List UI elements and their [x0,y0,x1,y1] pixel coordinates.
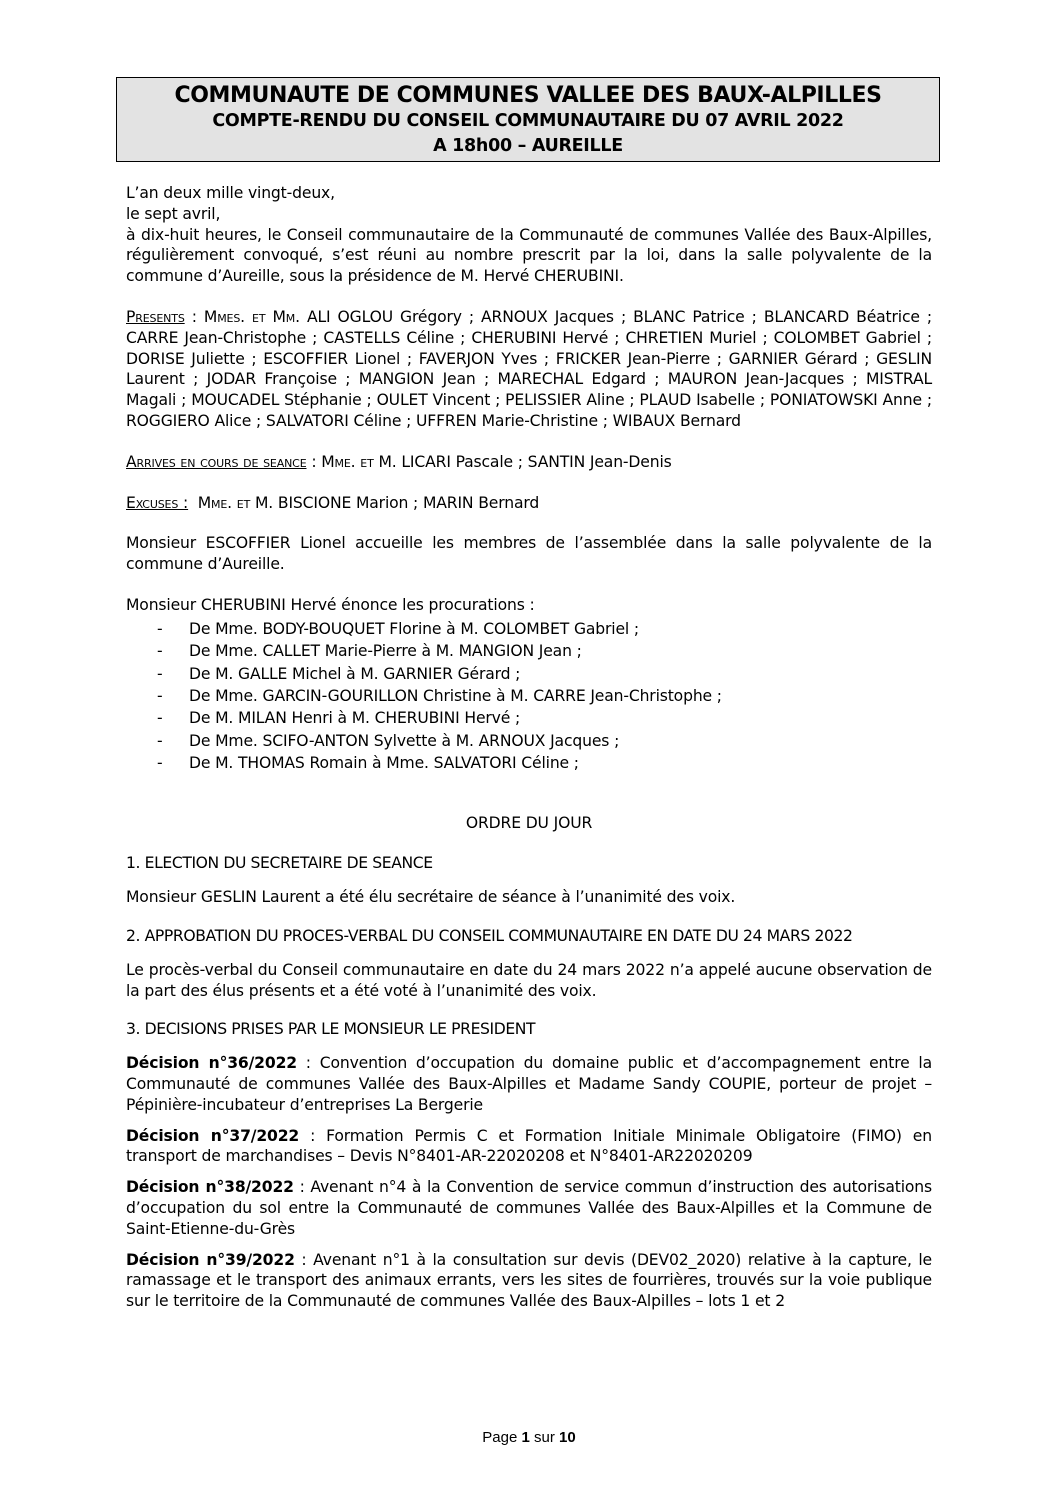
accueil-paragraph: Monsieur ESCOFFIER Lionel accueille les membres de l’assemblée dans la salle polyvalente de la commune d’Aureille. [126,534,932,574]
procuration-text: De Mme. CALLET Marie-Pierre à M. MANGION Jean ; [189,642,582,661]
procuration-text: De M. MILAN Henri à M. CHERUBINI Hervé ; [189,709,521,728]
arrives-label: Arrives en cours de seance [126,452,307,471]
procuration-text: De Mme. SCIFO-ANTON Sylvette à M. ARNOUX Jacques ; [189,731,620,750]
intro-year: L’an deux mille vingt-deux, [126,184,335,202]
document-title: COMMUNAUTE DE COMMUNES VALLEE DES BAUX-ALPILLES [174,83,882,108]
arrives-paragraph [126,452,932,473]
intro-day: le sept avril, [126,204,221,223]
bullet-dash: - [157,754,163,773]
section-2-heading: 2. APPROBATION DU PROCES-VERBAL DU CONSEIL COMMUNAUTAIRE EN DATE DU 24 MARS 2022 [126,926,853,945]
section-1-text: Monsieur GESLIN Laurent a été élu secrétaire de séance à l’unanimité des voix. [126,888,736,907]
list-item [126,685,932,707]
decision-label: Décision n°39/2022 [126,1250,295,1269]
decision-text: : Avenant n°1 à la consultation sur devis (DEV02_2020) relative à la capture, le ramassage et le transport des animaux errants, vers les sites de fourrières, trouvés sur la voie publique sur le territoire de la Communauté de communes Vallée des Baux-Alpilles – lots 1 et 2 [126,1250,932,1311]
decision-label: Décision n°36/2022 [126,1054,297,1073]
decision-text: : Avenant n°4 à la Convention de service commun d’instruction des autorisations d’occupation du sol entre la Communauté de communes Vallée des Baux-Alpilles et la Commune de Saint-Etienne-du-Grès [126,1178,932,1238]
bullet-dash: - [157,731,163,750]
arrives-separator: : [306,452,322,471]
agenda-heading: ORDRE DU JOUR [465,813,593,832]
meeting-time-place: A 18h00 – AUREILLE [433,136,623,156]
section-2-text: Le procès-verbal du Conseil communautaire en date du 24 mars 2022 n’a appelé aucune observation de la part des élus présents et a été voté à l’unanimité des voix. [126,960,932,1000]
arrives-prefix: Mme. et [321,452,374,471]
bullet-dash: - [157,619,163,638]
procuration-text: De Mme. GARCIN-GOURILLON Christine à M. CARRE Jean-Christophe ; [189,686,722,705]
list-item [126,640,932,662]
decision-text: : Convention d’occupation du domaine public et d’accompagnement entre la Communauté de communes Vallée des Baux-Alpilles et Madame Sandy COUPIE, porteur de projet – Pépinière-incubateur d’entreprises La Bergerie [126,1054,932,1114]
procuration-text: De M. GALLE Michel à M. GARNIER Gérard ; [189,664,521,683]
list-item [126,730,932,752]
procurations-list [126,618,932,775]
presents-separator: : [184,307,204,326]
procuration-text: De M. THOMAS Romain à Mme. SALVATORI Céline ; [189,754,579,773]
decision-38 [126,1177,932,1239]
procuration-text: De Mme. BODY-BOUQUET Florine à M. COLOMBET Gabriel ; [189,619,640,638]
page-footer [0,1429,1058,1446]
presents-prefix: Mmes. et Mm. [203,307,300,326]
page-word: Page [482,1429,518,1446]
excuses-prefix: Mme. et [197,493,251,512]
document-subtitle: COMPTE-RENDU DU CONSEIL COMMUNAUTAIRE DU 07 AVRIL 2022 [212,111,844,131]
list-item [126,663,932,685]
page-number: 1 [521,1429,530,1446]
excuses-label: Excuses : [126,493,189,512]
section-1-heading: 1. ELECTION DU SECRETAIRE DE SEANCE [126,854,433,873]
excuses-separator [188,494,198,512]
document-body [126,183,932,1312]
list-item [126,752,932,774]
bullet-dash: - [157,664,163,683]
excuses-list: M. BISCIONE Marion ; MARIN Bernard [250,493,540,512]
decision-label: Décision n°37/2022 [126,1126,300,1145]
of-word: sur [534,1429,555,1446]
presents-paragraph [126,307,932,432]
decision-36 [126,1053,932,1115]
list-item [126,707,932,729]
procurations-intro: Monsieur CHERUBINI Hervé énonce les procurations : [126,595,535,614]
title-banner [116,77,940,162]
excuses-paragraph [126,493,932,514]
page-total: 10 [559,1429,576,1446]
intro-paragraph: à dix-huit heures, le Conseil communautaire de la Communauté de communes Vallée des Baux-Alpilles, régulièrement convoqué, s’est réuni au nombre prescrit par la loi, dans la salle polyvalente de la commune d’Aureille, sous la présidence de M. Hervé CHERUBINI. [126,225,932,286]
decision-37 [126,1126,932,1168]
bullet-dash: - [157,686,163,705]
bullet-dash: - [157,709,163,728]
arrives-list: M. LICARI Pascale ; SANTIN Jean-Denis [373,452,672,471]
decision-label: Décision n°38/2022 [126,1178,294,1197]
list-item [126,618,932,640]
decision-text: : Formation Permis C et Formation Initiale Minimale Obligatoire (FIMO) en transport de marchandises – Devis N°8401-AR-22020208 et N°8401-AR22020209 [126,1126,932,1166]
bullet-dash: - [157,642,163,661]
presents-list: ALI OGLOU Grégory ; ARNOUX Jacques ; BLANC Patrice ; BLANCARD Béatrice ; CARRE Jean-Christophe ; CASTELLS Céline ; CHERUBINI Hervé ; CHRETIEN Muriel ; COLOMBET Gabriel ; DORISE Juliette ; ESCOFFIER Lionel ; FAVERJON Yves ; FRICKER Jean-Pierre ; GARNIER Gérard ; GESLIN Laurent ; JODAR Françoise ; MANGION Jean ; MARECHAL Edgard ; MAURON Jean-Jacques ; MISTRAL Magali ; MOUCADEL Stéphanie ; OULET Vincent ; PELISSIER Aline ; PLAUD Isabelle ; PONIATOWSKI Anne ; ROGGIERO Alice ; SALVATORI Céline ; UFFREN Marie-Christine ; WIBAUX Bernard [126,307,932,430]
decision-39 [126,1250,932,1312]
section-3-heading: 3. DECISIONS PRISES PAR LE MONSIEUR LE PRESIDENT [126,1020,536,1039]
presents-label: Presents [126,307,185,326]
